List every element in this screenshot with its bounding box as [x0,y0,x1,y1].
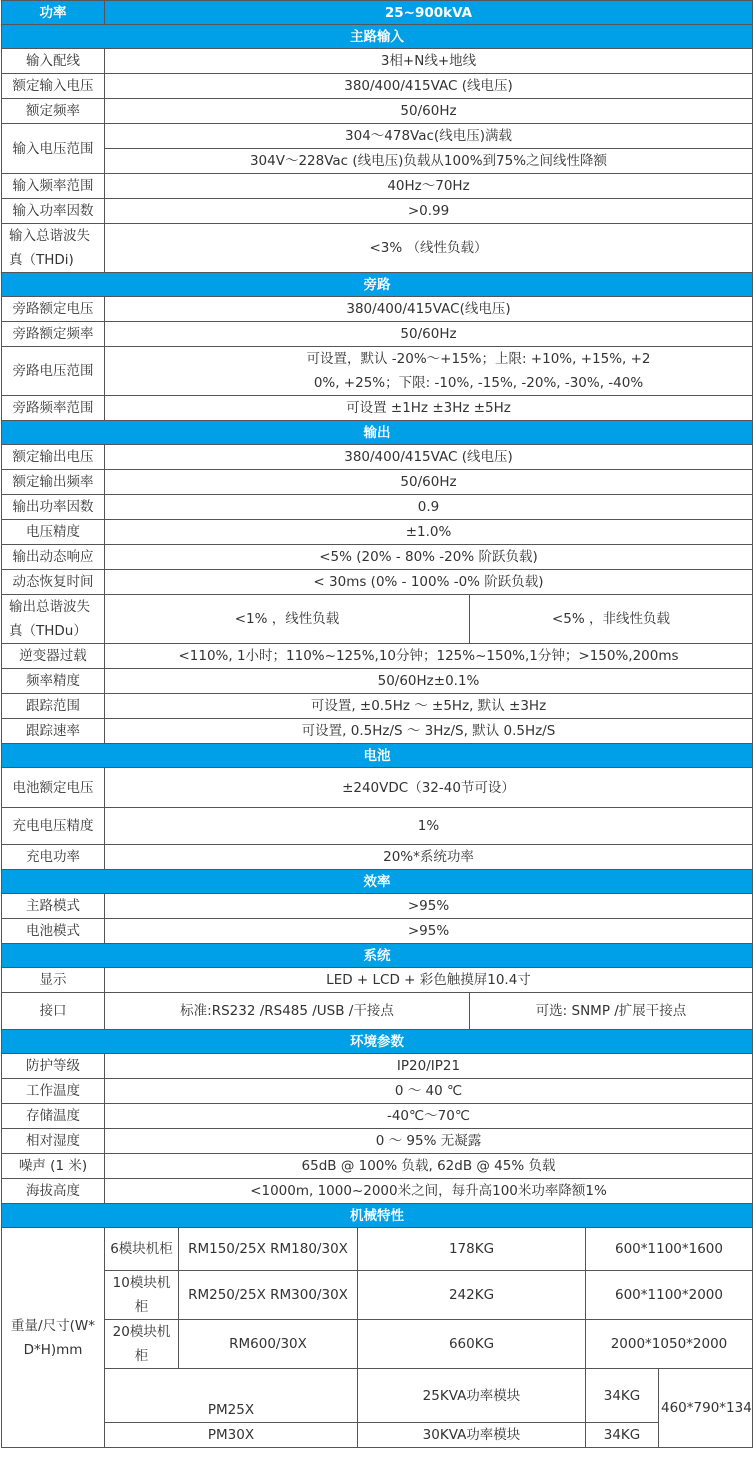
cabinet-weight: 660KG [358,1320,586,1369]
row-bypass-voltage-range [2,347,753,396]
spec-label: 电池模式 [2,919,105,944]
section-efficiency [2,870,753,894]
spec-value: 0 ～ 40 ℃ [105,1079,753,1104]
module-size: 460*790*134 [659,1369,753,1448]
spec-value: >95% [105,894,753,919]
row-module-30 [2,1423,753,1448]
row-battery-rated-voltage [2,768,753,808]
section-main-input [2,25,753,49]
spec-label: 频率精度 [2,669,105,694]
cabinet-type: 6模块机柜 [105,1228,179,1271]
spec-label: 接口 [2,993,105,1030]
header-row [2,1,753,25]
module-model: PM25X [105,1394,358,1423]
row-protection [2,1054,753,1079]
spec-value: <1000m, 1000~2000米之间，每升高100米功率降额1% [105,1179,753,1204]
cabinet-size: 600*1100*1600 [586,1228,753,1271]
spec-label: 跟踪速率 [2,719,105,744]
spec-value-linear: <1% ，线性负载 [105,595,470,644]
row-bypass-rated-voltage [2,297,753,322]
spec-label: 防护等级 [2,1054,105,1079]
spec-label: 输入功率因数 [2,199,105,224]
spec-label: 噪声 (1 米) [2,1154,105,1179]
row-inverter-overload [2,644,753,669]
spec-label: 额定输入电压 [2,74,105,99]
spec-value: < 30ms (0% - 100% -0% 阶跃负载) [105,570,753,595]
row-input-voltage-range-2 [2,149,753,174]
header-value: 25~900kVA [105,1,753,25]
spec-value: 304V～228Vac (线电压)负载从100%到75%之间线性降额 [105,149,753,174]
row-rated-input-voltage [2,74,753,99]
section-mechanical [2,1204,753,1228]
cabinet-weight: 178KG [358,1228,586,1271]
section-title: 效率 [2,870,753,894]
cabinet-model: RM150/25X RM180/30X [179,1228,358,1271]
cabinet-type: 10模块机柜 [105,1271,179,1320]
cabinet-type: 20模块机柜 [105,1320,179,1369]
spec-value: 可设置 ±1Hz ±3Hz ±5Hz [105,396,753,421]
row-battery-mode [2,919,753,944]
spec-value: ±1.0% [105,520,753,545]
spec-value: 50/60Hz [105,322,753,347]
spec-label: 输入电压范围 [2,124,105,174]
spec-value: 380/400/415VAC (线电压) [105,74,753,99]
row-output-rated-voltage [2,445,753,470]
section-title: 电池 [2,744,753,768]
spec-value-nonlinear: <5% ，非线性负载 [470,595,753,644]
spec-value: 可设置, ±0.5Hz ～ ±5Hz, 默认 ±3Hz [105,694,753,719]
spec-label: 充电功率 [2,845,105,870]
mechanical-label: 重量/尺寸(W*D*H)mm [2,1228,105,1448]
spec-label: 输入配线 [2,49,105,74]
section-title: 环境参数 [2,1030,753,1054]
spec-value: 3相+N线+地线 [105,49,753,74]
section-bypass [2,273,753,297]
spec-value: <110%, 1小时；110%~125%,10分钟；125%~150%,1分钟；>150%,200ms [105,644,753,669]
cabinet-size: 600*1100*2000 [586,1271,753,1320]
row-recovery-time [2,570,753,595]
spec-label: 旁路额定频率 [2,322,105,347]
row-input-power-factor [2,199,753,224]
spec-value: 20%*系统功率 [105,845,753,870]
spec-value: 可设置, 0.5Hz/S ～ 3Hz/S, 默认 0.5Hz/S [105,719,753,744]
row-interface [2,993,753,1030]
spec-value-optional: 可选: SNMP /扩展干接点 [470,993,753,1030]
spec-label: 输出总谐波失真（THDu） [2,595,105,644]
spec-value: -40℃～70℃ [105,1104,753,1129]
spec-value: 0 ～ 95% 无凝露 [105,1129,753,1154]
spec-value: 1% [105,808,753,845]
section-output [2,421,753,445]
spec-label: 工作温度 [2,1079,105,1104]
section-system [2,944,753,968]
spec-value: <3% （线性负载） [105,224,753,273]
row-tracking-speed [2,719,753,744]
spec-label: 输入频率范围 [2,174,105,199]
module-model: PM30X [105,1423,358,1448]
row-altitude [2,1179,753,1204]
spec-label: 旁路电压范围 [2,347,105,396]
row-bypass-rated-freq [2,322,753,347]
header-label: 功率 [2,1,105,25]
spec-value: LED + LCD + 彩色触摸屏10.4寸 [105,968,753,993]
spec-label: 存储温度 [2,1104,105,1129]
row-operating-temp [2,1079,753,1104]
spec-value: 50/60Hz±0.1% [105,669,753,694]
spec-value: 380/400/415VAC(线电压) [105,297,753,322]
section-title: 主路输入 [2,25,753,49]
spec-value: >95% [105,919,753,944]
module-name: 30KVA功率模块 [358,1423,586,1448]
row-bypass-freq-range [2,396,753,421]
row-storage-temp [2,1104,753,1129]
spec-value: 0.9 [105,495,753,520]
row-cabinet-10 [2,1271,753,1320]
spec-value: <5% (20% - 80% -20% 阶跃负载) [105,545,753,570]
spec-value: 304～478Vac(线电压)满载 [105,124,753,149]
row-output-rated-freq [2,470,753,495]
row-input-voltage-range [2,124,753,149]
module-name: 25KVA功率模块 [358,1369,586,1423]
section-environment [2,1030,753,1054]
row-rated-freq [2,99,753,124]
spec-label: 旁路额定电压 [2,297,105,322]
spec-label: 显示 [2,968,105,993]
spec-label: 动态恢复时间 [2,570,105,595]
module-weight: 34KG [586,1369,659,1423]
section-battery [2,744,753,768]
spec-label: 逆变器过载 [2,644,105,669]
spec-label: 电池额定电压 [2,768,105,808]
spec-label: 输出动态响应 [2,545,105,570]
spec-value: 50/60Hz [105,470,753,495]
row-voltage-accuracy [2,520,753,545]
spec-label: 海拔高度 [2,1179,105,1204]
spec-value: 380/400/415VAC (线电压) [105,445,753,470]
cabinet-model: RM250/25X RM300/30X [179,1271,358,1320]
row-input-thdi [2,224,753,273]
row-charge-voltage-accuracy [2,808,753,845]
spec-value: >0.99 [105,199,753,224]
row-charge-power [2,845,753,870]
spec-label: 主路模式 [2,894,105,919]
row-humidity [2,1129,753,1154]
row-cabinet-20 [2,1320,753,1369]
section-title: 旁路 [2,273,753,297]
row-cabinet-6 [2,1228,753,1271]
spec-label: 充电电压精度 [2,808,105,845]
spec-value: IP20/IP21 [105,1054,753,1079]
row-tracking-range [2,694,753,719]
spec-table [1,0,753,1448]
row-main-mode [2,894,753,919]
spec-label: 额定输出电压 [2,445,105,470]
spec-value: 65dB @ 100% 负载, 62dB @ 45% 负载 [105,1154,753,1179]
spec-value: 40Hz～70Hz [105,174,753,199]
row-noise [2,1154,753,1179]
section-title: 系统 [2,944,753,968]
spec-label: 相对湿度 [2,1129,105,1154]
spec-value: 50/60Hz [105,99,753,124]
row-dynamic-response [2,545,753,570]
spec-label: 跟踪范围 [2,694,105,719]
cabinet-model: RM600/30X [179,1320,358,1369]
row-display [2,968,753,993]
spec-label: 旁路频率范围 [2,396,105,421]
row-module-25-top [2,1369,753,1394]
spec-value: 可设置，默认 -20%～+15%；上限: +10%, +15%, +20%, +25%；下限: -10%, -15%, -20%, -30%, -40% [105,347,753,396]
row-output-power-factor [2,495,753,520]
module-blank [105,1369,358,1394]
spec-label: 电压精度 [2,520,105,545]
spec-value-standard: 标准:RS232 /RS485 /USB /干接点 [105,993,470,1030]
spec-label: 额定频率 [2,99,105,124]
row-input-freq-range [2,174,753,199]
row-freq-accuracy [2,669,753,694]
section-title: 输出 [2,421,753,445]
spec-label: 额定输出频率 [2,470,105,495]
spec-label: 输入总谐波失真（THDi) [2,224,105,273]
row-input-wiring [2,49,753,74]
spec-label: 输出功率因数 [2,495,105,520]
spec-value: ±240VDC（32-40节可设） [105,768,753,808]
module-weight: 34KG [586,1423,659,1448]
section-title: 机械特性 [2,1204,753,1228]
cabinet-weight: 242KG [358,1271,586,1320]
row-output-thdu [2,595,753,644]
cabinet-size: 2000*1050*2000 [586,1320,753,1369]
